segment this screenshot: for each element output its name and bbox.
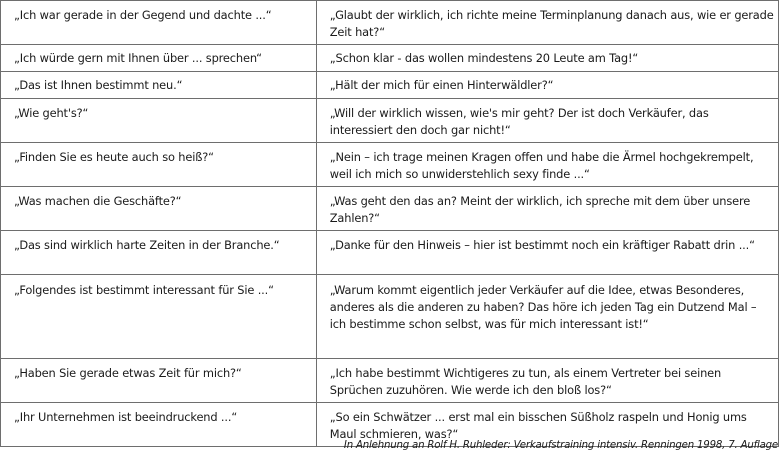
reaction-cell: „Nein – ich trage meinen Kragen offen und habe die Ärmel hochgekrempelt, weil ich mich so unwiderstehlich sexy finde ...“ — [316, 143, 778, 187]
phrase-cell: „Wie geht's?“ — [1, 99, 317, 143]
reaction-cell: „Was geht den das an? Meint der wirklich, ich spreche mit dem über unsere Zahlen?“ — [316, 187, 778, 231]
reaction-cell: „Hält der mich für einen Hinterwäldler?“ — [316, 72, 778, 99]
phrase-cell: „Finden Sie es heute auch so heiß?“ — [1, 143, 317, 187]
phrase-cell: „Das ist Ihnen bestimmt neu.“ — [1, 72, 317, 99]
reaction-cell: „So ein Schwätzer ... erst mal ein bisschen Süßholz raspeln und Honig ums Maul schmieren, was?“ — [316, 403, 778, 447]
table-row — [1, 143, 779, 187]
table-row — [1, 45, 779, 72]
phrase-cell: „Was machen die Geschäfte?“ — [1, 187, 317, 231]
table-row — [1, 231, 779, 275]
phrase-cell: „Folgendes ist bestimmt interessant für Sie ...“ — [1, 275, 317, 359]
phrase-cell: „Das sind wirklich harte Zeiten in der Branche.“ — [1, 231, 317, 275]
phrase-cell: „Ich würde gern mit Ihnen über ... sprechen“ — [1, 45, 317, 72]
phrase-cell: „Haben Sie gerade etwas Zeit für mich?“ — [1, 359, 317, 403]
reaction-cell: „Glaubt der wirklich, ich richte meine Terminplanung danach aus, wie er gerade Zeit hat?“ — [316, 1, 778, 45]
table-row — [1, 99, 779, 143]
table-row — [1, 359, 779, 403]
table-row — [1, 1, 779, 45]
reaction-cell: „Danke für den Hinweis – hier ist bestimmt noch ein kräftiger Rabatt drin ...“ — [316, 231, 778, 275]
table-row — [1, 275, 779, 359]
reaction-cell: „Warum kommt eigentlich jeder Verkäufer auf die Idee, etwas Besonderes, anderes als die anderen zu haben? Das höre ich jeden Tag ein Dutzend Mal – ich bestimme schon selbst, was für mich interessant ist!“ — [316, 275, 778, 359]
phrase-cell: „Ich war gerade in der Gegend und dachte ...“ — [1, 1, 317, 45]
reaction-cell: „Will der wirklich wissen, wie's mir geht? Der ist doch Verkäufer, das interessiert den doch gar nicht!“ — [316, 99, 778, 143]
table-row — [1, 187, 779, 231]
source-citation: In Anlehnung an Rolf H. Ruhleder: Verkaufstraining intensiv. Renningen 1998, 7. Auflage — [343, 440, 778, 451]
reaction-cell: „Schon klar - das wollen mindestens 20 Leute am Tag!“ — [316, 45, 778, 72]
reaction-cell: „Ich habe bestimmt Wichtigeres zu tun, als einem Vertreter bei seinen Sprüchen zuzuhören. Wie werde ich den bloß los?“ — [316, 359, 778, 403]
phrase-cell: „Ihr Unternehmen ist beeindruckend ...“ — [1, 403, 317, 447]
table-row — [1, 72, 779, 99]
